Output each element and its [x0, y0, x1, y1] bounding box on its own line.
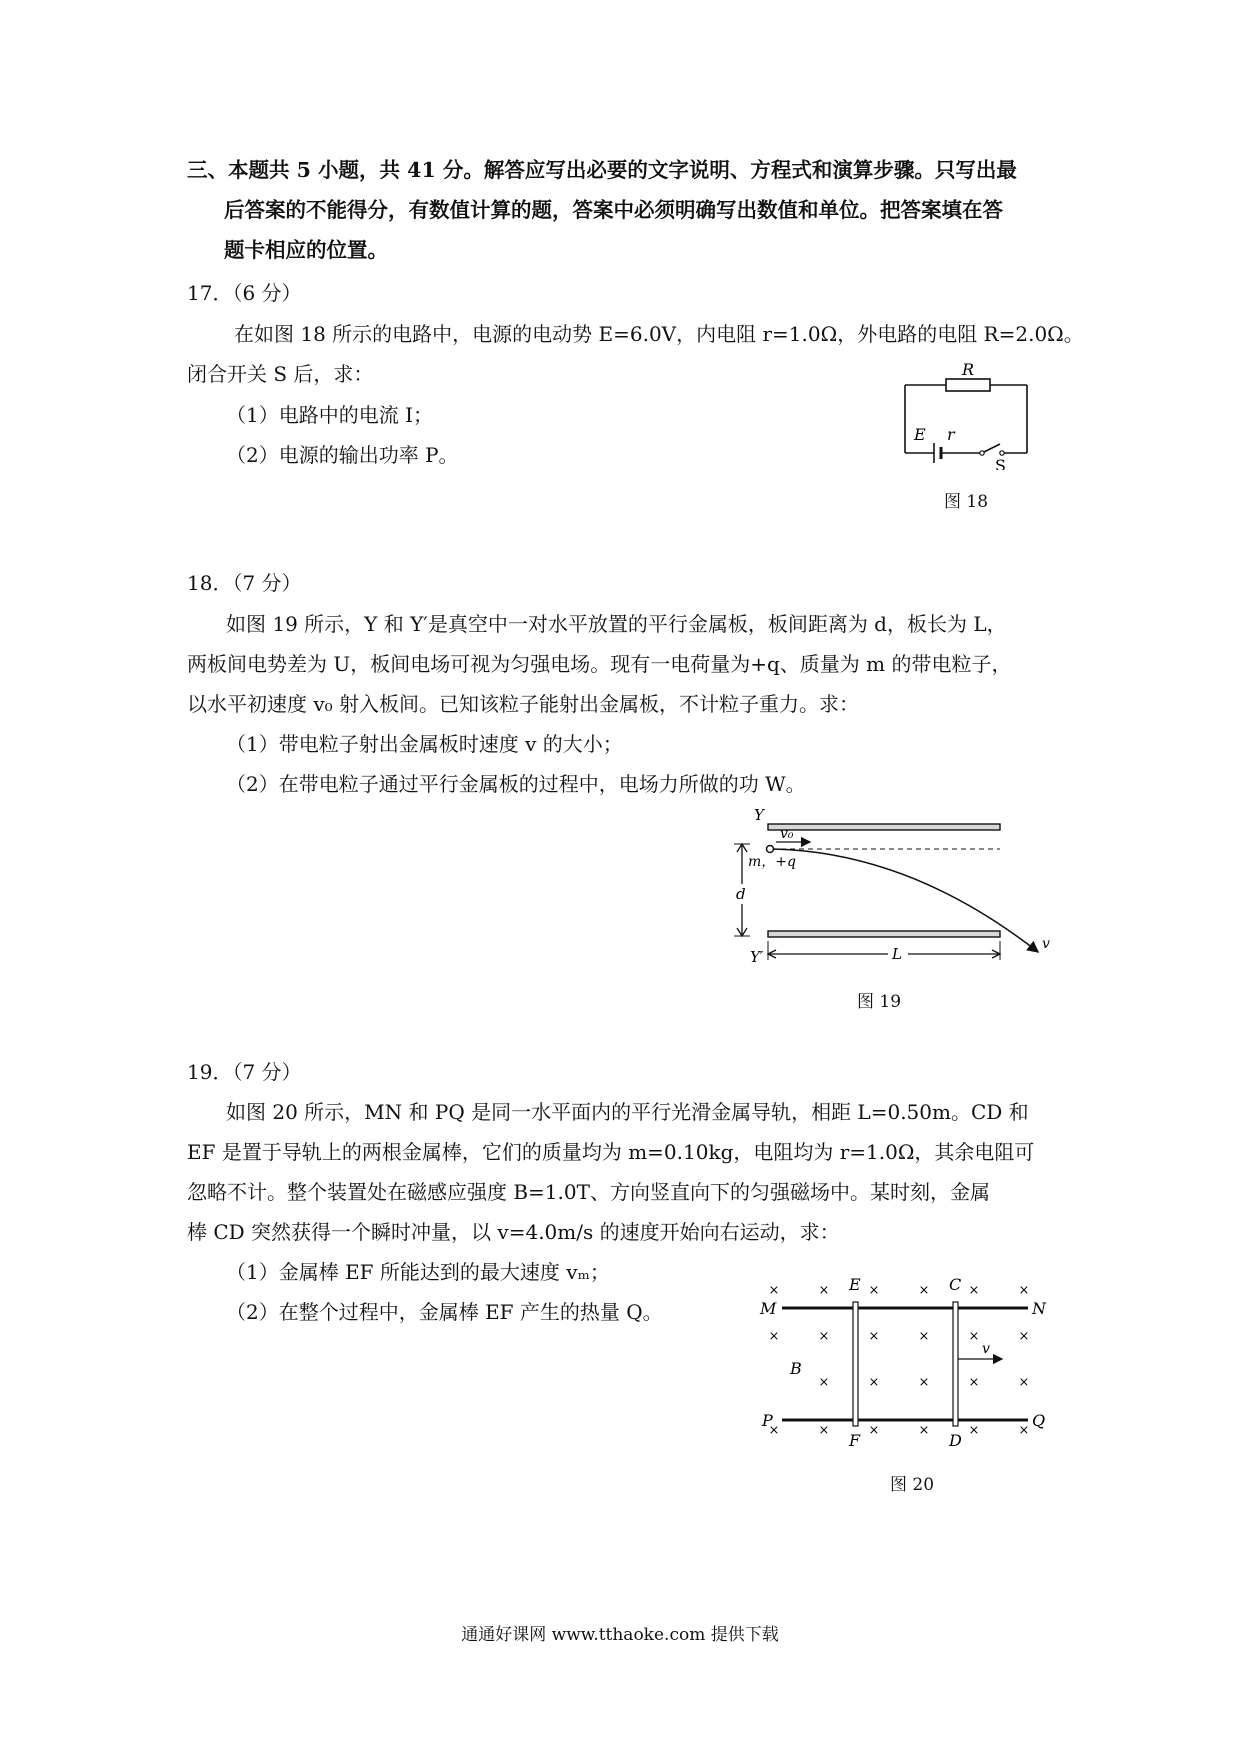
q18-body-line2: 两板间电势差为 U，板间电场可视为匀强电场。现有一电荷量为+q、质量为 m 的带电粒子，: [187, 652, 1012, 676]
q18-sub1: （1）带电粒子射出金属板时速度 v 的大小；: [226, 732, 623, 756]
rod-CD: [953, 1302, 958, 1426]
field-cross: ×: [818, 1329, 830, 1344]
q17-sub1: （1）电路中的电流 I；: [226, 403, 433, 427]
label-v0: v₀: [780, 826, 794, 842]
field-cross: ×: [918, 1423, 930, 1438]
q19-header: 19．（7 分）: [187, 1060, 302, 1084]
figure-20-caption: 图 20: [890, 1475, 935, 1495]
field-cross: ×: [1018, 1329, 1030, 1344]
plate-Y: [768, 824, 1000, 830]
label-N: N: [1032, 1299, 1046, 1318]
label-Q: Q: [1032, 1411, 1046, 1430]
label-M: M: [760, 1299, 777, 1318]
figure-18-caption: 图 18: [944, 492, 989, 512]
q19-body-line3: 忽略不计。整个装置处在磁感应强度 B=1.0T、方向竖直向下的匀强磁场中。某时刻，金属: [187, 1180, 990, 1204]
field-cross: ×: [868, 1423, 880, 1438]
field-cross: ×: [1018, 1375, 1030, 1390]
label-r: r: [947, 425, 955, 444]
field-cross: ×: [968, 1283, 980, 1298]
field-cross: ×: [868, 1283, 880, 1298]
label-m-q: m，+q: [748, 854, 796, 870]
label-v: v: [1042, 936, 1050, 952]
field-cross: ×: [1018, 1283, 1030, 1298]
q19-body-line1: 如图 20 所示，MN 和 PQ 是同一水平面内的平行光滑金属导轨，相距 L=0.50m。CD 和: [226, 1100, 1029, 1124]
page-footer: 通通好课网 www.tthaoke.com 提供下载: [461, 1625, 779, 1645]
figure-19-plates: [720, 800, 1060, 970]
label-Y-prime: Y′: [750, 948, 764, 966]
label-P: P: [762, 1411, 773, 1430]
label-E: E: [849, 1275, 861, 1294]
label-R: R: [962, 360, 975, 379]
figure-18-circuit: [890, 360, 1040, 470]
q18-body-line1: 如图 19 所示，Y 和 Y′是真空中一对水平放置的平行金属板，板间距离为 d，板长为 L，: [226, 612, 1007, 636]
field-cross: ×: [768, 1329, 780, 1344]
q18-sub2: （2）在带电粒子通过平行金属板的过程中，电场力所做的功 W。: [226, 772, 806, 796]
label-F: F: [849, 1431, 861, 1450]
magnetic-field-crosses: [769, 1283, 1030, 1438]
field-cross: ×: [868, 1375, 880, 1390]
q17-body-line1: 在如图 18 所示的电路中，电源的电动势 E=6.0V，内电阻 r=1.0Ω，外电路的电阻 R=2.0Ω。: [234, 322, 1084, 346]
q17-sub2: （2）电源的输出功率 P。: [226, 443, 459, 467]
q19-body-line2: EF 是置于导轨上的两根金属棒，它们的质量均为 m=0.10kg，电阻均为 r=1.0Ω，其余电阻可: [187, 1140, 1035, 1164]
label-v: v: [982, 1341, 990, 1357]
switch-blade: [982, 444, 1000, 453]
section-heading-line3: 题卡相应的位置。: [224, 238, 388, 262]
field-cross: ×: [918, 1375, 930, 1390]
label-B: B: [790, 1359, 802, 1378]
q17-body-line2: 闭合开关 S 后，求：: [187, 362, 374, 386]
field-cross: ×: [768, 1283, 780, 1298]
q19-sub1: （1）金属棒 EF 所能达到的最大速度 vₘ；: [226, 1260, 610, 1284]
label-Y: Y: [754, 806, 764, 824]
field-cross: ×: [918, 1283, 930, 1298]
field-cross: ×: [818, 1283, 830, 1298]
field-cross: ×: [818, 1375, 830, 1390]
field-cross: ×: [1018, 1423, 1030, 1438]
particle: [767, 846, 774, 853]
label-L: L: [892, 945, 902, 963]
field-cross: ×: [968, 1423, 980, 1438]
field-cross: ×: [918, 1329, 930, 1344]
label-E: E: [914, 425, 926, 444]
rod-EF: [853, 1302, 858, 1426]
q19-sub2: （2）在整个过程中，金属棒 EF 产生的热量 Q。: [226, 1300, 663, 1324]
label-S: S: [995, 456, 1006, 470]
field-cross: ×: [868, 1329, 880, 1344]
section-heading-line2: 后答案的不能得分，有数值计算的题，答案中必须明确写出数值和单位。把答案填在答: [224, 198, 1003, 222]
label-d: d: [736, 885, 746, 903]
label-C: C: [949, 1275, 962, 1294]
q17-header: 17．（6 分）: [187, 281, 302, 305]
section-heading-line1: 三、本题共 5 小题，共 41 分。解答应写出必要的文字说明、方程式和演算步骤。只写出最: [187, 158, 1017, 182]
field-cross: ×: [968, 1375, 980, 1390]
resistor-symbol: [946, 379, 990, 391]
field-cross: ×: [818, 1423, 830, 1438]
figure-19-caption: 图 19: [857, 992, 902, 1012]
label-D: D: [949, 1431, 962, 1450]
plate-Y-prime: [768, 931, 1000, 937]
field-cross: ×: [968, 1329, 980, 1344]
q18-header: 18．（7 分）: [187, 571, 302, 595]
field-cross: ×: [768, 1423, 780, 1438]
q19-body-line4: 棒 CD 突然获得一个瞬时冲量，以 v=4.0m/s 的速度开始向右运动，求：: [187, 1220, 840, 1244]
q18-body-line3: 以水平初速度 v₀ 射入板间。已知该粒子能射出金属板，不计粒子重力。求：: [187, 692, 860, 716]
figure-20-rails: [750, 1268, 1060, 1458]
